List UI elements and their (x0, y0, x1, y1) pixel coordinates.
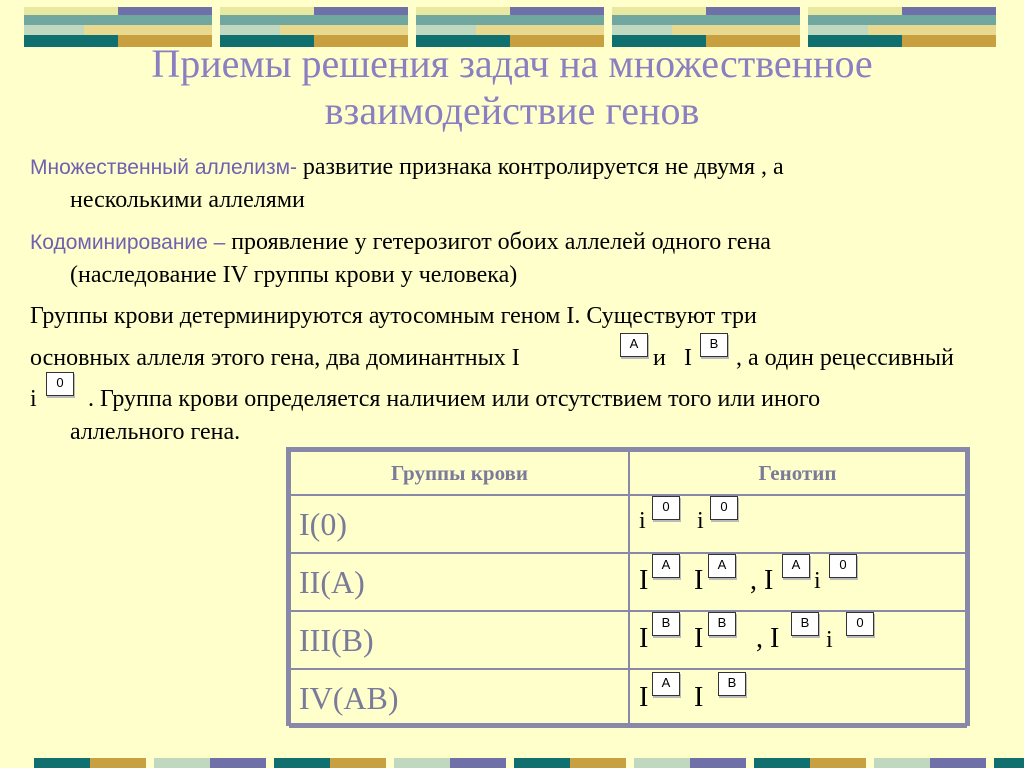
allele-symbol: I (639, 565, 649, 596)
header-blood-groups: Группы крови (290, 451, 629, 495)
allele-symbol: I (639, 623, 649, 654)
allele-symbol: I (694, 682, 704, 713)
allele-superscript-0: 0 (710, 496, 738, 520)
group-cell: II(A) (290, 553, 629, 611)
allele-symbol: I (694, 623, 704, 654)
group-cell: I(0) (290, 495, 629, 553)
title-line-2: взаимодействие генов (324, 88, 700, 133)
allele-superscript-A: A (708, 554, 736, 578)
blood-group-paragraph-line-3b: . Группа крови определяется наличием или отсутствием того или иного (88, 386, 821, 412)
table-row (290, 495, 966, 553)
allele-superscript-A: A (652, 554, 680, 578)
blood-group-paragraph-line-2b: , а один рецессивный (736, 345, 954, 371)
allele-symbol: i (697, 508, 704, 534)
definition-text: развитие признака контролируется не двумя , а (302, 154, 784, 180)
allele-superscript-A: A (620, 333, 648, 357)
allele-superscript-B: B (700, 333, 728, 357)
blood-group-paragraph-line-4: аллельного гена. (70, 419, 241, 445)
title-line-1: Приемы решения задач на множественное (151, 41, 873, 86)
allele-symbol: i (814, 568, 821, 594)
definition-text-continued: (наследование IV группы крови у человека) (70, 262, 518, 288)
allele-symbol: , I (756, 623, 780, 654)
table-row (290, 611, 966, 669)
allele-symbol: I (639, 682, 649, 713)
blood-group-paragraph-line-3a: i (30, 386, 37, 412)
bottom-decorative-band (34, 758, 1024, 768)
term-multiple-allelism: Множественный аллелизм- (30, 156, 303, 179)
group-cell: IV(AB) (290, 669, 629, 727)
allele-superscript-B: B (791, 612, 819, 636)
genotype-cell (629, 611, 966, 669)
table-header-row (290, 451, 966, 495)
term-codominance: Кодоминирование – (30, 231, 232, 254)
definition-text: проявление у гетерозигот обоих аллелей одного гена (231, 229, 771, 255)
allele-superscript-B: B (652, 612, 680, 636)
allele-superscript-A: A (782, 554, 810, 578)
allele-superscript-B: B (708, 612, 736, 636)
header-genotype: Генотип (629, 451, 966, 495)
allele-symbol: , I (750, 565, 774, 596)
allele-superscript-B: B (718, 672, 746, 696)
blood-group-paragraph-allele-I: I (684, 345, 692, 371)
allele-superscript-A: A (652, 672, 680, 696)
definition-text-continued: несколькими аллелями (70, 187, 305, 213)
blood-group-paragraph-and: и (653, 345, 666, 371)
blood-group-paragraph-line-1: Группы крови детерминируются аутосомным геном I. Существуют три (30, 303, 757, 329)
blood-groups-table (286, 447, 970, 726)
definition-multiple-allelism (30, 151, 1000, 217)
allele-superscript-0: 0 (846, 612, 874, 636)
allele-symbol: i (826, 627, 833, 653)
genotype-cell (629, 553, 966, 611)
allele-superscript-0: 0 (652, 496, 680, 520)
allele-symbol: I (694, 565, 704, 596)
allele-symbol: i (639, 508, 646, 534)
table-row (290, 669, 966, 727)
definition-codominance (30, 226, 1000, 292)
allele-superscript-0: 0 (829, 554, 857, 578)
genotype-cell (629, 669, 966, 727)
table-row (290, 553, 966, 611)
blood-group-paragraph-line-2a: основных аллеля этого гена, два доминантных I (30, 345, 520, 371)
genotype-cell (629, 495, 966, 553)
group-cell: III(B) (290, 611, 629, 669)
allele-superscript-0: 0 (46, 372, 74, 396)
slide-title (0, 40, 1024, 134)
